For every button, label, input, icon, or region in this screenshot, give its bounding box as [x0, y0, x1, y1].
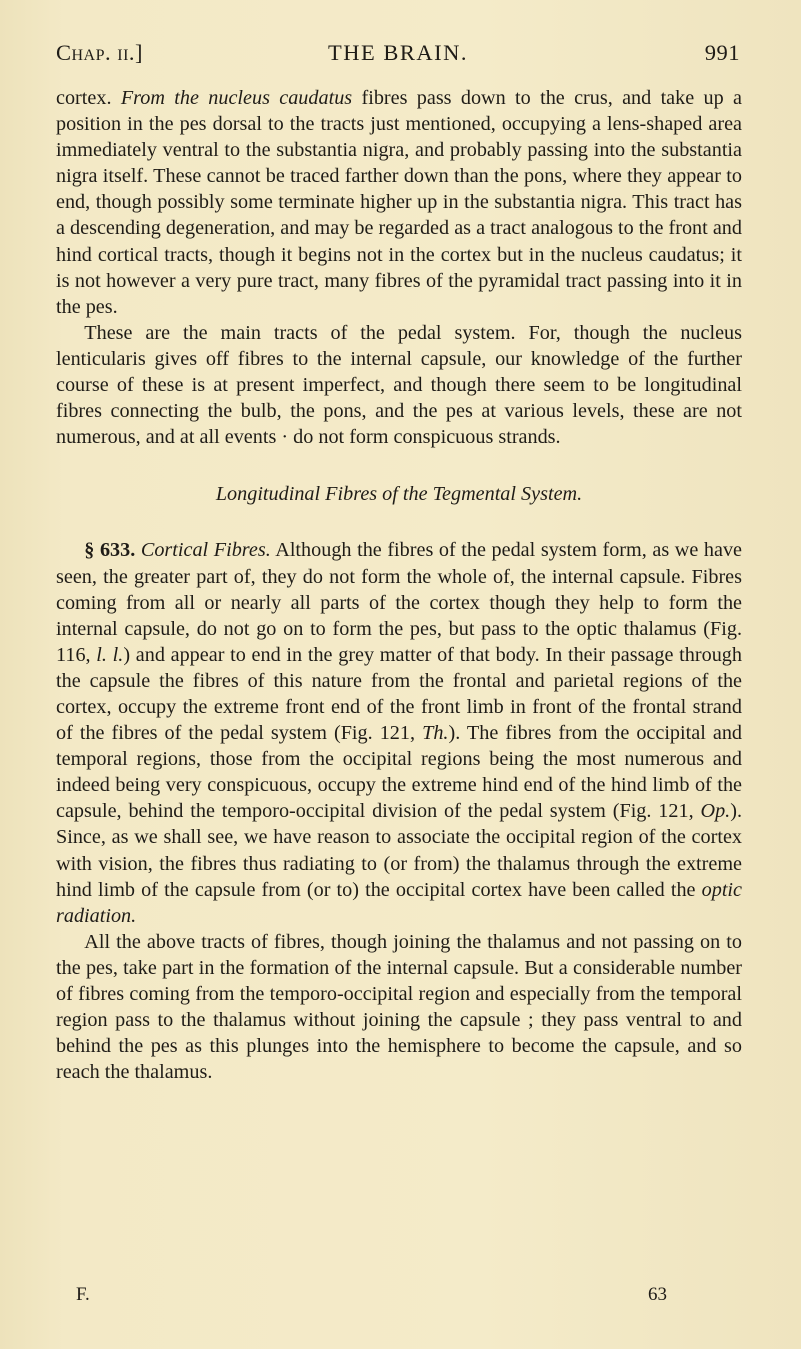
- section-heading: Longitudinal Fibres of the Tegmental System.: [215, 483, 583, 506]
- sheet-number: 63: [648, 1284, 667, 1305]
- paragraph-3-text-c: ). The fibres from the occipital and temporal regions, those from the occipital regions being the most numerous and indeed being very conspicuous, occupy the extreme hind end of the hind limb of the capsule, behind the temporo-occipital division of the pedal system (Fig. 121,: [56, 722, 743, 823]
- paragraph-3-text-b: ) and appear to end in the grey matter of that body. In their passage through the capsule the fibres of this nature from the frontal and parietal regions of the cortex, occupy the extreme front end of the front limb in front of the frontal strand of the fibres of the pedal system (Fig. 121,: [56, 643, 742, 745]
- section-title: Cortical Fibres.: [140, 539, 271, 562]
- running-title: THE BRAIN.: [328, 40, 468, 65]
- running-header: [56, 40, 740, 74]
- paragraph-3: [56, 537, 742, 928]
- figure-ref-op: Op.: [700, 800, 731, 823]
- page-number: 991: [704, 40, 740, 65]
- optic-radiation-term: optic radiation.: [56, 878, 742, 927]
- paragraph-1-rest: fibres pass down to the crus, and take up a position in the pes dorsal to the tracts just mentioned, occupying a lens-shaped area immediately ventral to the substantia nigra, and probably passing into the substantia nigra itself. These cannot be traced farther down than the pons, where they appear to end, though possibly some terminate higher up in the substantia nigra. This tract has a descending degeneration, and may be regarded as a tract analogous to the front and hind cortical tracts, though it begins not in the cortex but in the nucleus caudatus; it is not however a very pure tract, many fibres of the pyramidal tract passing into it in the pes.: [56, 87, 742, 318]
- figure-ref-ll: l. l.: [96, 643, 124, 666]
- paragraph-3-text-d: ). Since, as we shall see, we have reason to associate the occipital region of the cortex with vision, the fibres thus radiating to (or from) the thalamus through the extreme hind limb of the capsule from (or to) the occipital cortex have been called the: [56, 800, 742, 901]
- figure-ref-th: Th.: [422, 722, 449, 745]
- paragraph-3-text-a: Although the fibres of the pedal system form, as we have seen, the greater part of, they do not form the whole of, the internal capsule. Fibres coming from all or nearly all parts of the cortex though they help to form the internal capsule, do not go on to form the pes, but pass to the optic thalamus (Fig. 116,: [56, 539, 743, 666]
- chapter-label: Chap. ii.]: [56, 40, 144, 65]
- paragraph-1-lead: cortex.: [56, 87, 121, 109]
- paragraph-2: These are the main tracts of the pedal system. For, though the nucleus lenticularis gives off fibres to the internal capsule, our knowledge of the further course of these is at present imperfect, and though there seem to be longitudinal fibres connecting the bulb, the pons, and the pes at various levels, these are not numerous, and at all events · do not form conspicuous strands.: [56, 321, 742, 449]
- section-number: § 633.: [84, 539, 136, 562]
- body-text: [56, 85, 742, 1085]
- signature-mark: F.: [76, 1284, 90, 1305]
- paragraph-1: [56, 85, 742, 320]
- paragraph-4: All the above tracts of fibres, though joining the thalamus and not passing on to the pes, take part in the formation of the internal capsule. But a considerable number of fibres coming from the temporo-occipital region and especially from the temporal region pass to the thalamus without joining the capsule ; they pass ventral to and behind the pes as this plunges into the hemisphere to become the capsule, and so reach the thalamus.: [56, 930, 742, 1084]
- paragraph-1-italic: From the nucleus caudatus: [120, 87, 353, 109]
